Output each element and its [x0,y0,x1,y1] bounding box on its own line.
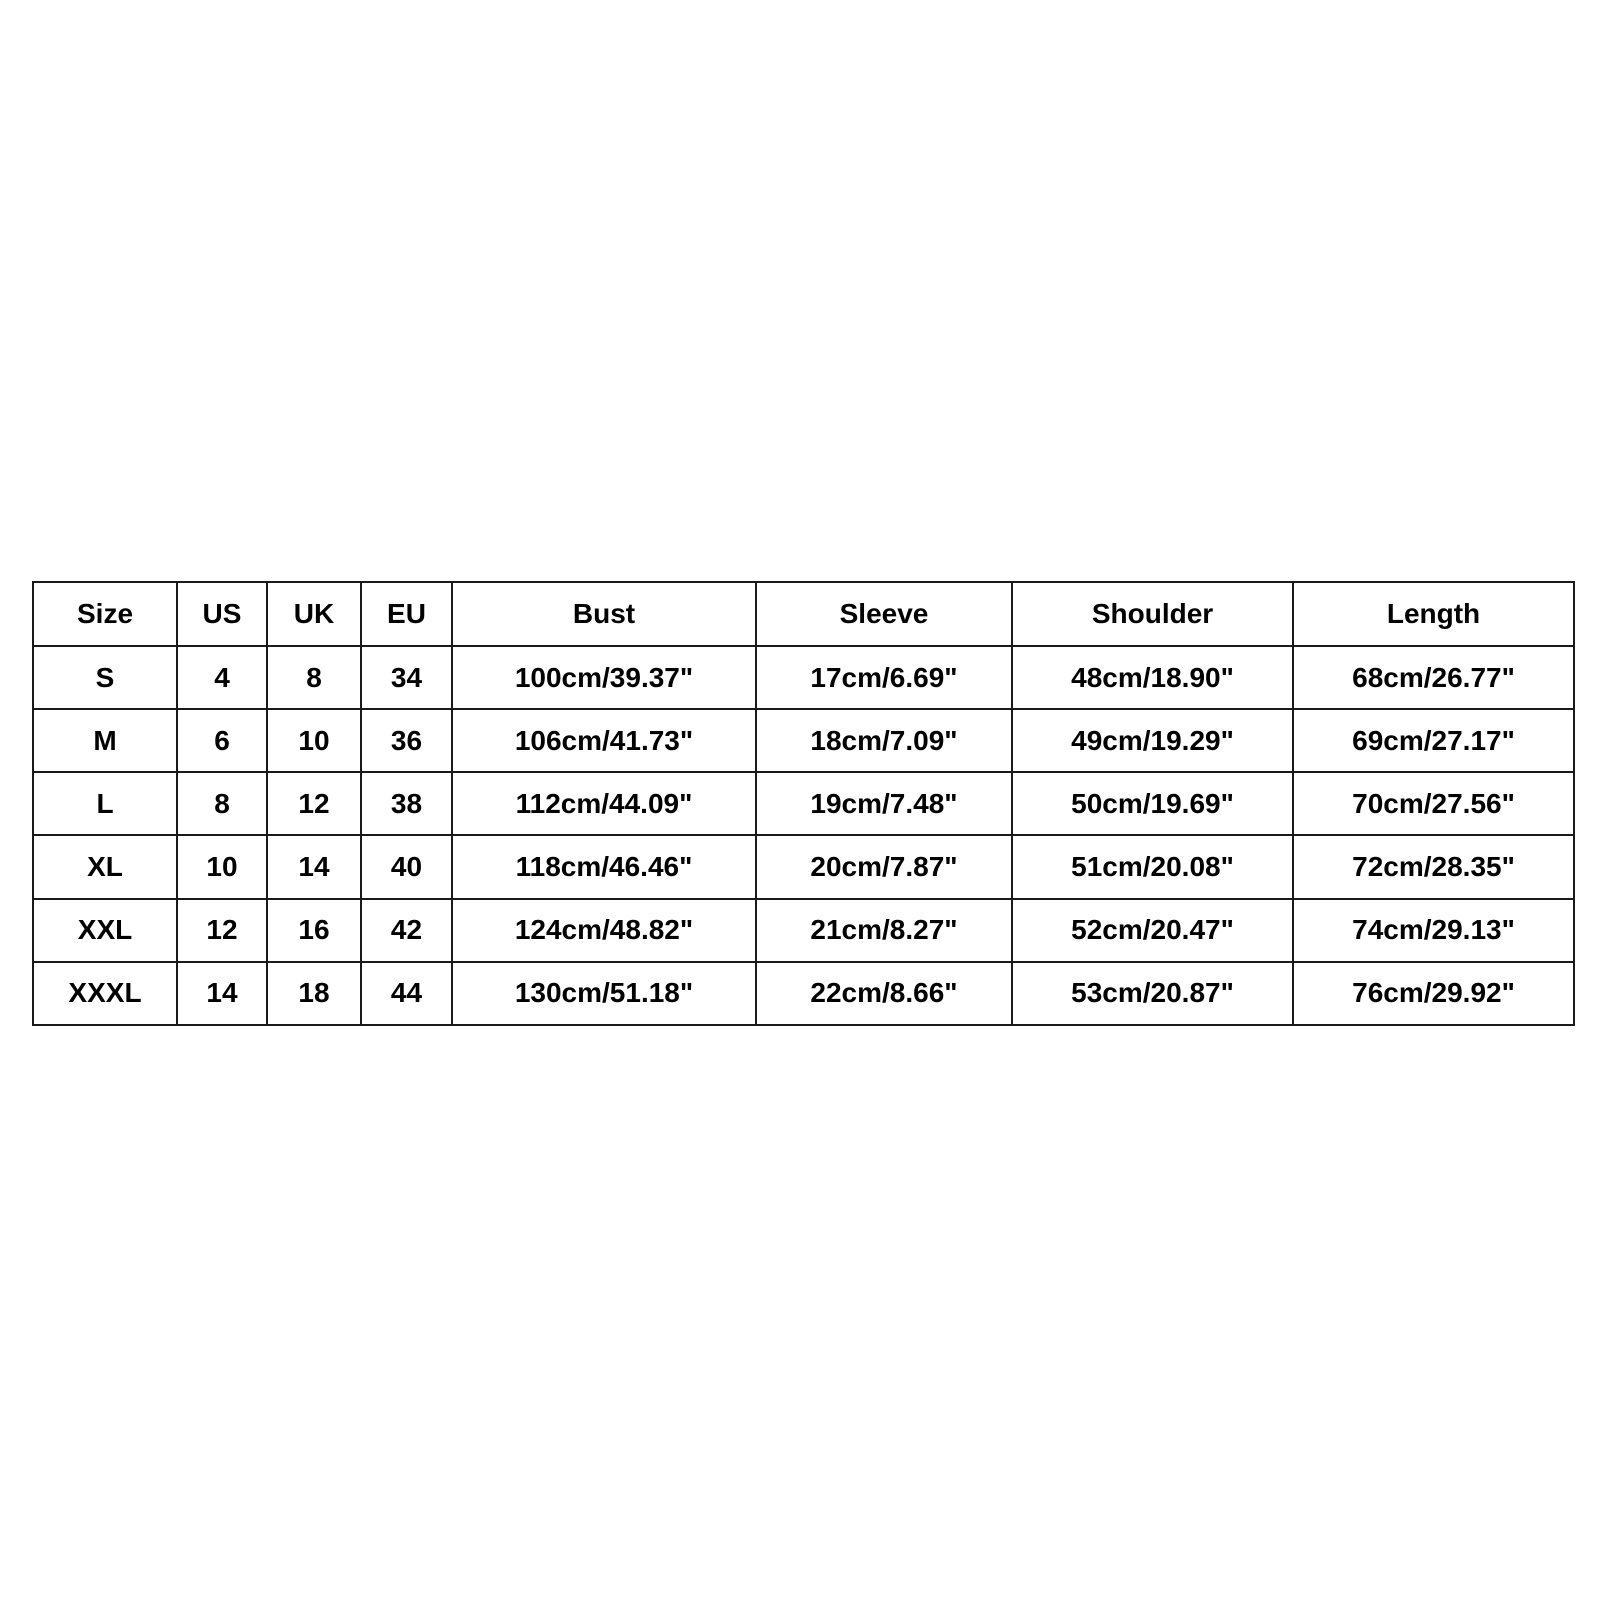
header-shoulder: Shoulder [1012,582,1293,646]
cell-sleeve: 20cm/7.87" [756,835,1012,898]
cell-sleeve: 17cm/6.69" [756,646,1012,709]
cell-shoulder: 51cm/20.08" [1012,835,1293,898]
header-size: Size [33,582,177,646]
cell-us: 4 [177,646,267,709]
header-row [33,582,1574,646]
header-sleeve: Sleeve [756,582,1012,646]
cell-uk: 8 [267,646,361,709]
cell-size: S [33,646,177,709]
cell-size: XXL [33,899,177,962]
cell-bust: 118cm/46.46" [452,835,756,898]
table-row [33,835,1574,898]
cell-uk: 14 [267,835,361,898]
size-chart-table [32,581,1575,1026]
cell-us: 14 [177,962,267,1025]
cell-size: L [33,772,177,835]
table-row [33,646,1574,709]
cell-size: M [33,709,177,772]
table-row [33,709,1574,772]
table-row [33,899,1574,962]
cell-us: 8 [177,772,267,835]
cell-uk: 16 [267,899,361,962]
cell-length: 69cm/27.17" [1293,709,1574,772]
header-bust: Bust [452,582,756,646]
cell-sleeve: 19cm/7.48" [756,772,1012,835]
cell-uk: 12 [267,772,361,835]
cell-size: XXXL [33,962,177,1025]
cell-eu: 38 [361,772,452,835]
cell-length: 76cm/29.92" [1293,962,1574,1025]
cell-uk: 10 [267,709,361,772]
cell-us: 12 [177,899,267,962]
cell-length: 72cm/28.35" [1293,835,1574,898]
cell-shoulder: 50cm/19.69" [1012,772,1293,835]
cell-us: 10 [177,835,267,898]
cell-bust: 130cm/51.18" [452,962,756,1025]
cell-bust: 100cm/39.37" [452,646,756,709]
cell-bust: 124cm/48.82" [452,899,756,962]
cell-bust: 106cm/41.73" [452,709,756,772]
cell-size: XL [33,835,177,898]
cell-length: 70cm/27.56" [1293,772,1574,835]
cell-length: 68cm/26.77" [1293,646,1574,709]
header-uk: UK [267,582,361,646]
header-length: Length [1293,582,1574,646]
cell-uk: 18 [267,962,361,1025]
cell-sleeve: 22cm/8.66" [756,962,1012,1025]
cell-shoulder: 49cm/19.29" [1012,709,1293,772]
cell-eu: 40 [361,835,452,898]
table-row [33,962,1574,1025]
cell-bust: 112cm/44.09" [452,772,756,835]
header-eu: EU [361,582,452,646]
cell-us: 6 [177,709,267,772]
cell-eu: 42 [361,899,452,962]
cell-length: 74cm/29.13" [1293,899,1574,962]
cell-eu: 36 [361,709,452,772]
cell-shoulder: 48cm/18.90" [1012,646,1293,709]
cell-eu: 34 [361,646,452,709]
header-us: US [177,582,267,646]
cell-eu: 44 [361,962,452,1025]
cell-shoulder: 52cm/20.47" [1012,899,1293,962]
cell-sleeve: 18cm/7.09" [756,709,1012,772]
cell-sleeve: 21cm/8.27" [756,899,1012,962]
cell-shoulder: 53cm/20.87" [1012,962,1293,1025]
table-row [33,772,1574,835]
